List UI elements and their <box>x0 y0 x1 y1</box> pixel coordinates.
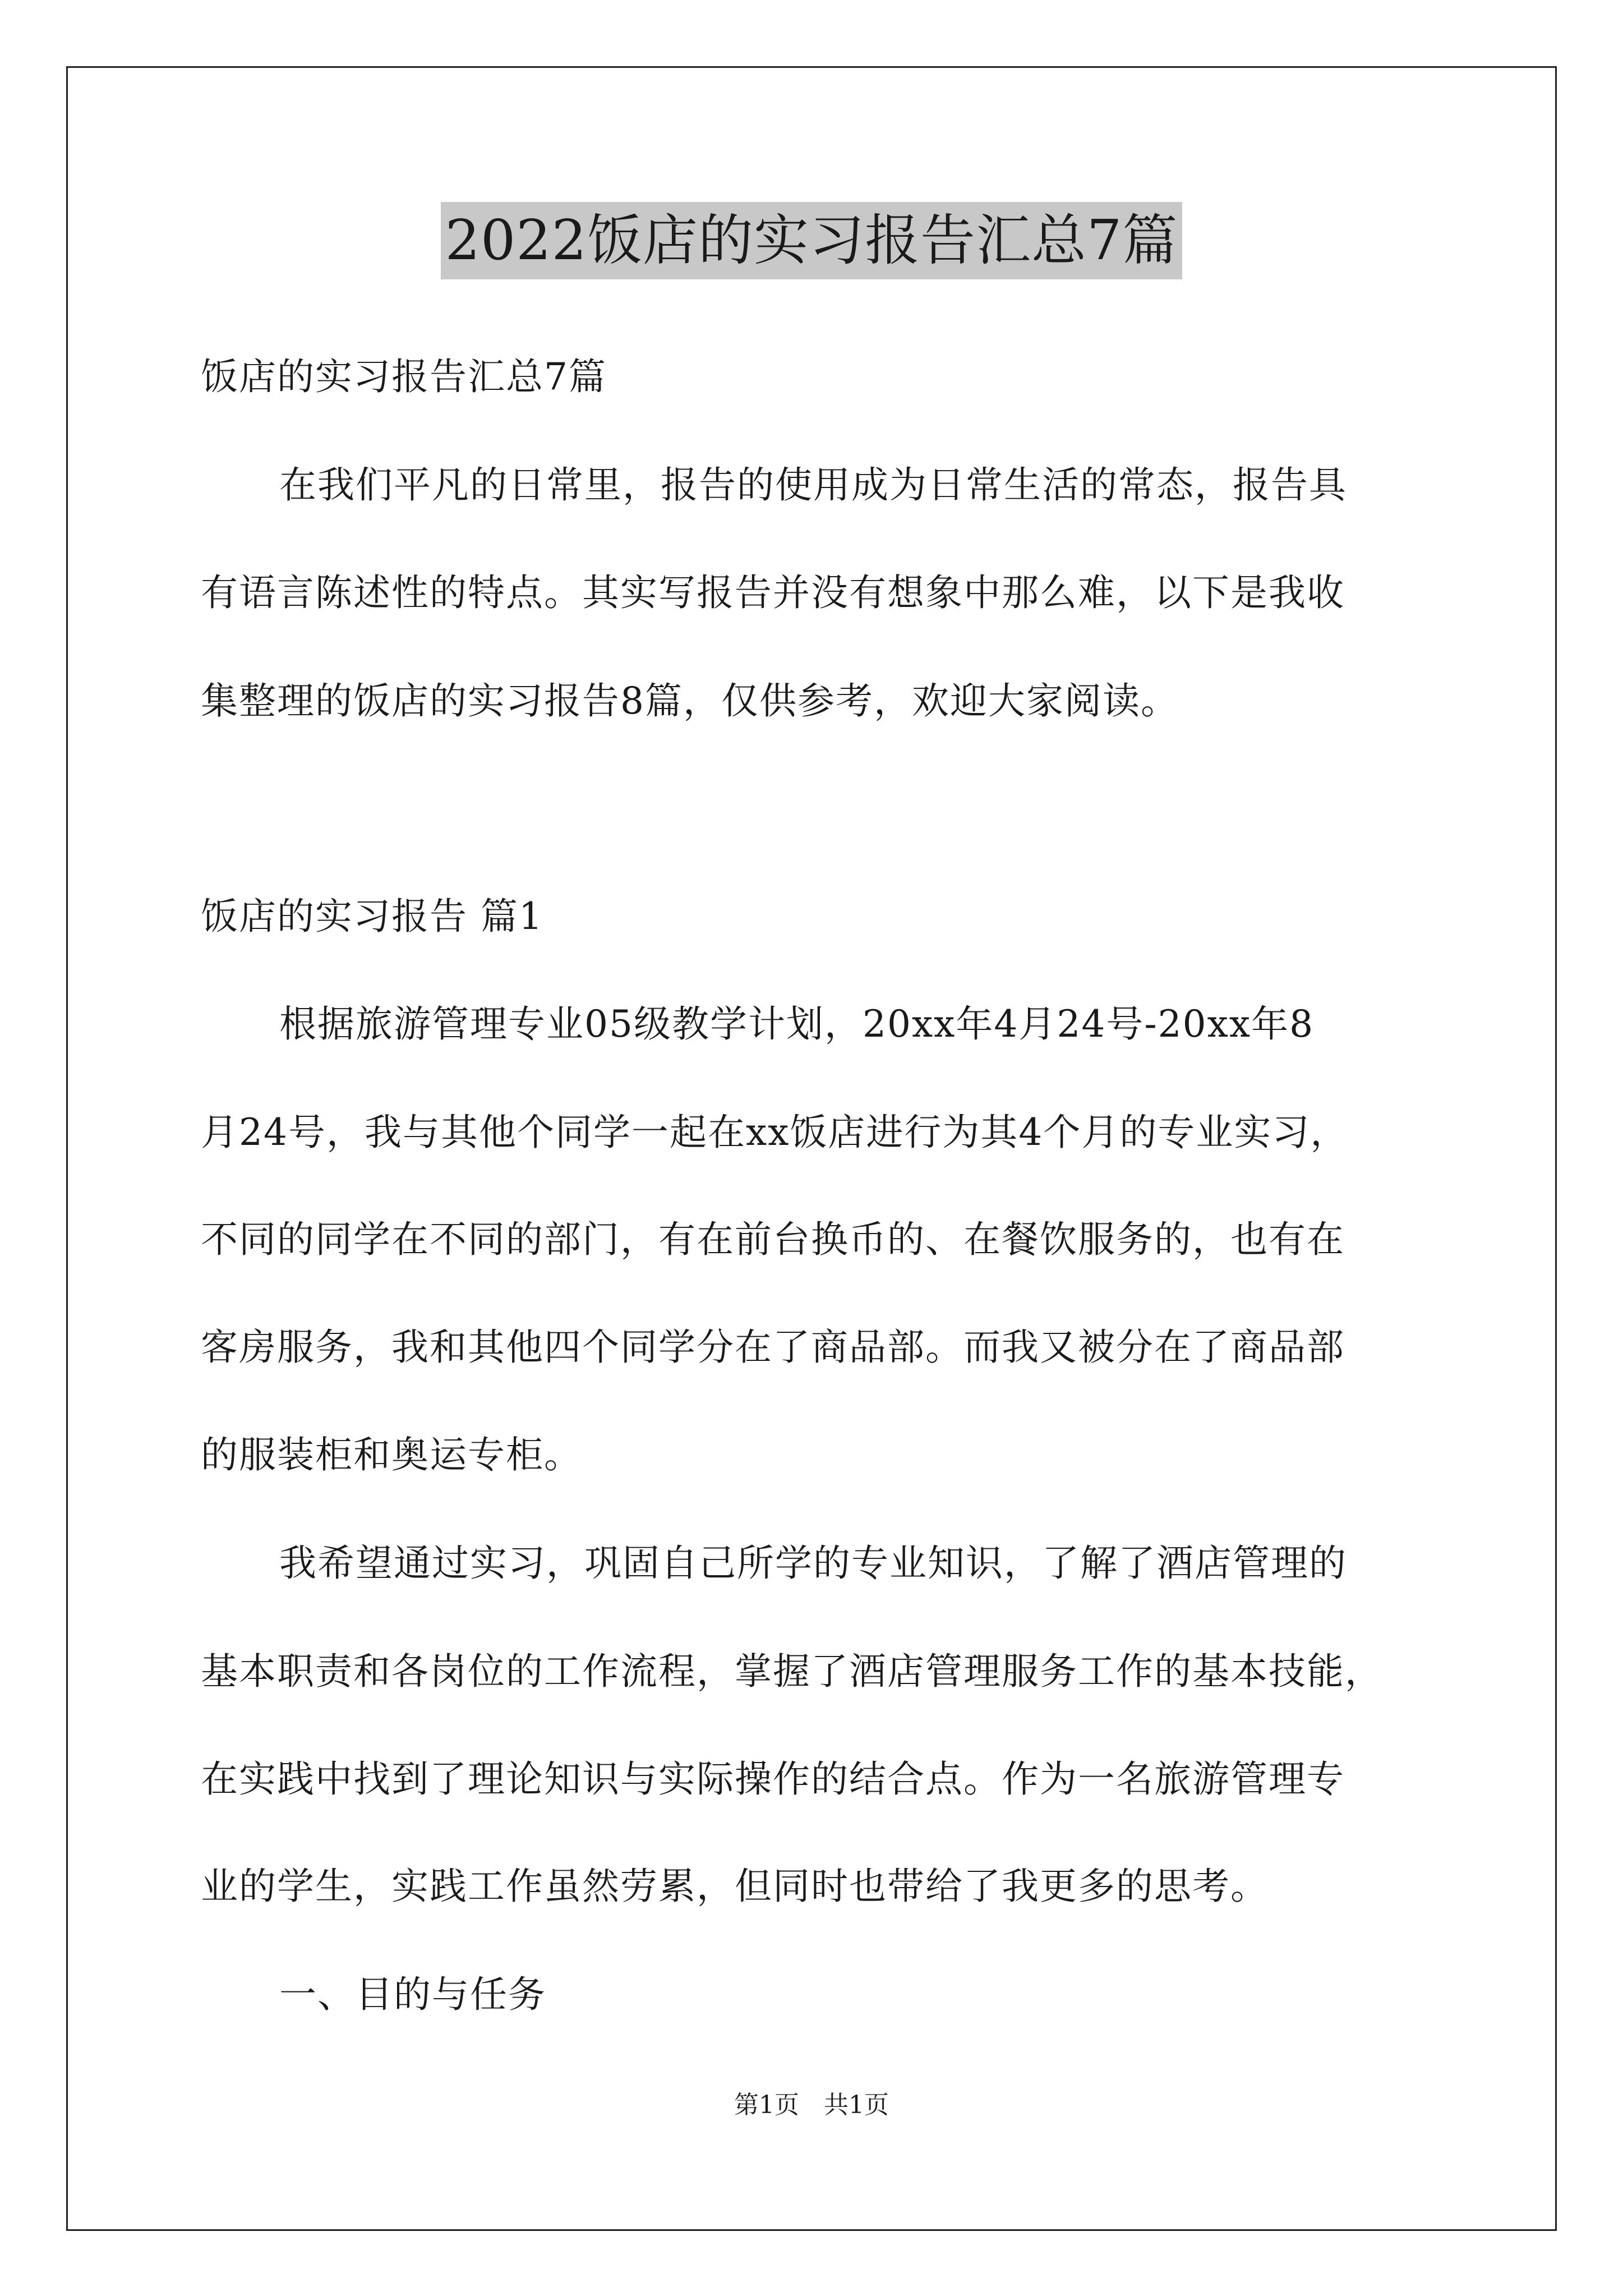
para1-line-3: 不同的同学在不同的部门，有在前台换币的、在餐饮服务的，也有在 <box>201 1218 1345 1261</box>
para1-line-2: 月24号，我与其他个同学一起在xx饭店进行为其4个月的专业实习， <box>201 1111 1349 1154</box>
subheading: 一、目的与任务 <box>279 1973 546 2016</box>
para2-line-1: 我希望通过实习，巩固自己所学的专业知识，了解了酒店管理的 <box>279 1542 1347 1585</box>
para1-line-1: 根据旅游管理专业05级教学计划，20xx年4月24号-20xx年8 <box>279 1002 1315 1046</box>
intro-line-3: 集整理的饭店的实习报告8篇，仅供参考，欢迎大家阅读。 <box>201 679 1179 723</box>
para1-line-5: 的服装柜和奥运专柜。 <box>201 1433 582 1476</box>
para1-line-4: 客房服务，我和其他四个同学分在了商品部。而我又被分在了商品部 <box>201 1326 1345 1369</box>
intro-line-1: 在我们平凡的日常里，报告的使用成为日常生活的常态，报告具 <box>279 463 1347 507</box>
para2-line-3: 在实践中找到了理论知识与实际操作的结合点。作为一名旅游管理专 <box>201 1757 1345 1801</box>
title-container <box>0 202 1623 279</box>
intro-line-2: 有语言陈述性的特点。其实写报告并没有想象中那么难，以下是我收 <box>201 571 1345 614</box>
section-heading: 饭店的实习报告 篇1 <box>201 895 543 938</box>
para2-line-4: 业的学生，实践工作虽然劳累，但同时也带给了我更多的思考。 <box>201 1865 1269 1908</box>
document-title: 2022饭店的实习报告汇总7篇 <box>441 202 1183 279</box>
para2-line-2: 基本职责和各岗位的工作流程，掌握了酒店管理服务工作的基本技能， <box>201 1650 1383 1693</box>
document-subtitle: 饭店的实习报告汇总7篇 <box>201 355 607 398</box>
page-footer: 第1页 共1页 <box>734 2091 889 2119</box>
